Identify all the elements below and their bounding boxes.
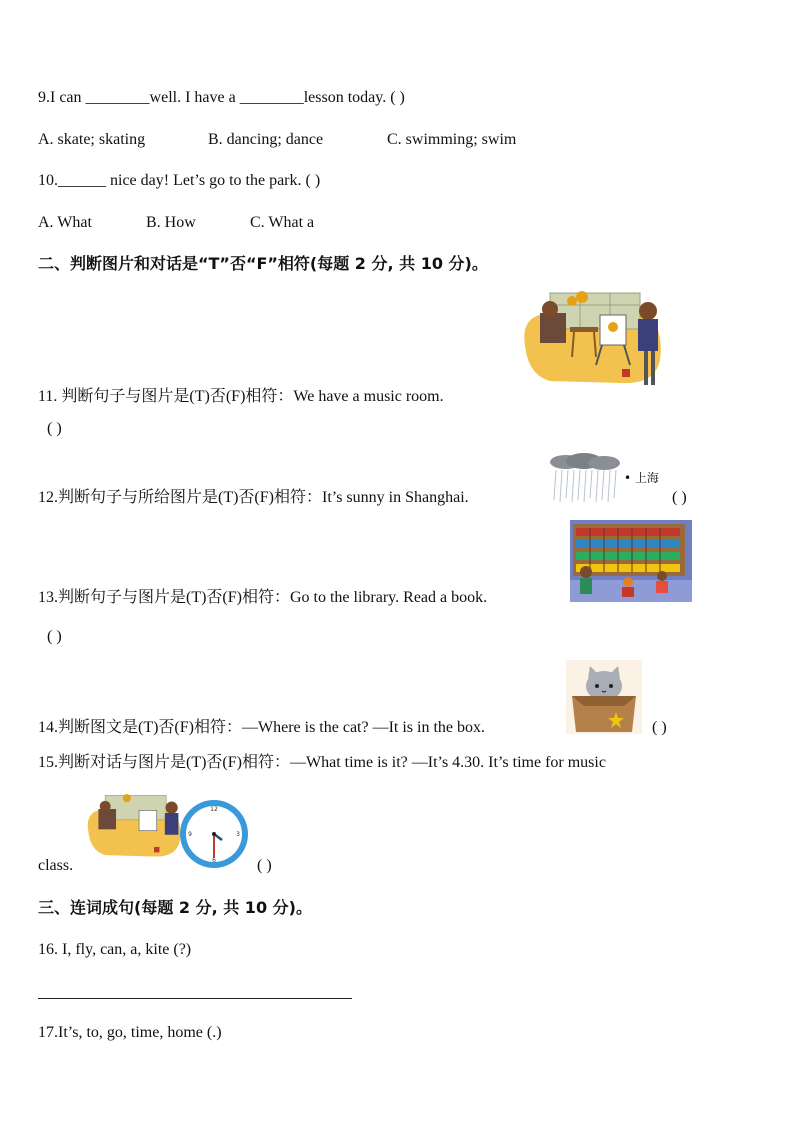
q9-text: 9.I can ________well. I have a ________lesson today. ( )	[38, 89, 405, 106]
q15-text: 15.判断对话与图片是(T)否(F)相符：—What time is it? —It’s 4.30. It’s time for music	[38, 754, 606, 771]
q16-answer-line[interactable]	[38, 998, 352, 999]
q12-answer-paren: ( )	[672, 489, 687, 506]
q16-text: 16. I, fly, can, a, kite (?)	[38, 941, 192, 958]
q9-option-b: B. dancing; dance	[208, 131, 324, 148]
rain-cloud-icon	[548, 452, 623, 504]
library-picture-icon	[570, 520, 692, 602]
q10-option-a: A. What	[38, 214, 92, 231]
q9-option-c: C. swimming; swim	[387, 131, 517, 148]
q11-answer-paren: ( )	[47, 420, 62, 437]
svg-text:9: 9	[188, 831, 192, 838]
q15-text-continued: class.	[38, 857, 74, 874]
q14-answer-paren: ( )	[652, 719, 667, 736]
art-room-picture-icon	[520, 285, 665, 403]
q15-answer-paren: ( )	[257, 857, 272, 874]
q12-text: 12.判断句子与所给图片是(T)否(F)相符：It’s sunny in Shanghai.	[38, 489, 469, 506]
q10-option-c: C. What a	[250, 214, 315, 231]
q10-text: 10.______ nice day! Let’s go to the park. ( )	[38, 172, 321, 189]
q10-option-b: B. How	[146, 214, 196, 231]
section-3-title: 三、连词成句(每题 2 分, 共 10 分)。	[38, 898, 312, 917]
svg-text:12: 12	[210, 806, 218, 813]
clock-icon	[178, 798, 250, 870]
q13-text: 13.判断句子与图片是(T)否(F)相符：Go to the library. Read a book.	[38, 589, 488, 606]
q9-option-a: A. skate; skating	[38, 131, 146, 148]
art-room-picture-icon	[84, 790, 184, 870]
q14-text: 14.判断图文是(T)否(F)相符：—Where is the cat? —It is in the box.	[38, 719, 486, 736]
q17-text: 17.It’s, to, go, time, home (.)	[38, 1024, 222, 1041]
q13-answer-paren: ( )	[47, 628, 62, 645]
q11-text: 11. 判断句子与图片是(T)否(F)相符：We have a music room.	[38, 388, 444, 405]
q12-image-label: • 上海	[624, 471, 659, 485]
section-2-title: 二、判断图片和对话是“T”否“F”相符(每题 2 分, 共 10 分)。	[38, 254, 488, 273]
cat-in-box-icon	[566, 660, 642, 734]
svg-text:6: 6	[212, 857, 216, 864]
svg-text:3: 3	[236, 831, 240, 838]
